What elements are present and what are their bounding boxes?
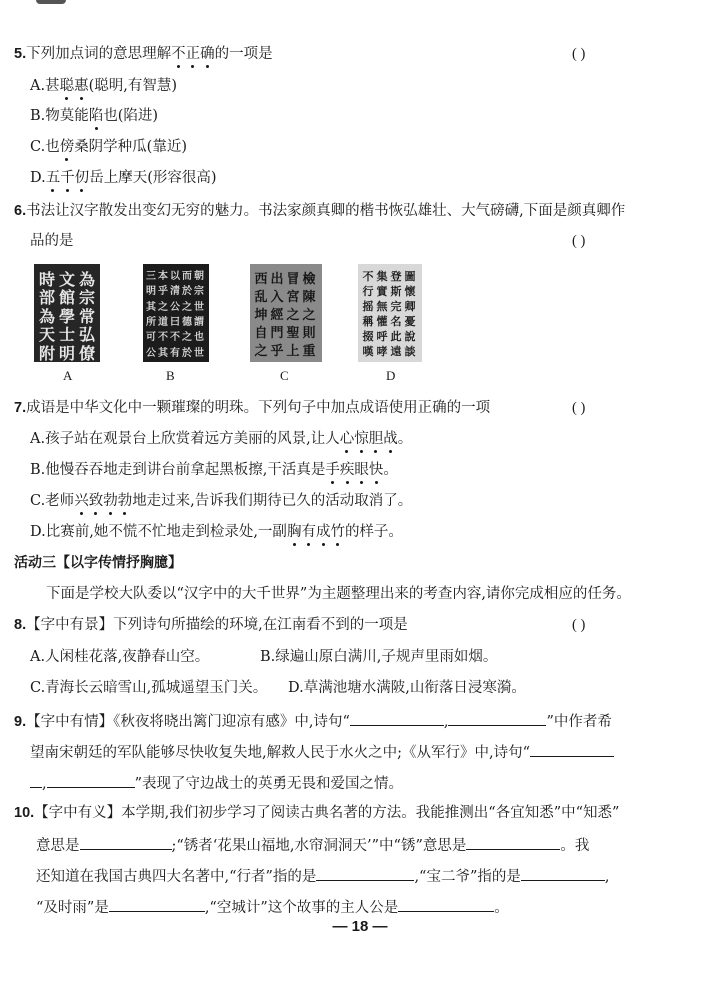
q5-option-d[interactable]: D.五千仞岳上摩天(形容很高) bbox=[30, 170, 217, 186]
q8-option-a[interactable]: A.人闲桂花落,夜静春山空。 bbox=[30, 649, 210, 665]
question-10-line4: “及时雨”是 ,“空城计”这个故事的主人公是 。 bbox=[36, 896, 509, 918]
answer-blank[interactable] bbox=[350, 710, 444, 726]
page-number: — 18 — bbox=[332, 918, 388, 935]
question-9-line3: , ”表现了守边战士的英勇无畏和爱国之情。 bbox=[30, 772, 403, 794]
q7-option-d[interactable]: D.比赛前,她不慌不忙地走到检录处,一副胸有成竹的样子。 bbox=[30, 524, 403, 540]
q7-option-b[interactable]: B.他慢吞吞地走到讲台前拿起黑板擦,干活真是手疾眼快。 bbox=[30, 462, 398, 478]
answer-paren-7[interactable]: ( ) bbox=[572, 400, 586, 416]
calligraphy-sample-b[interactable]: 三 本 以 而 朝 明 乎 清 於 宗 其 之 公 之 世 所 道 曰 德 謂 可 不 不 之 也 公 其 有 於 世 bbox=[143, 264, 209, 362]
answer-blank[interactable] bbox=[316, 865, 414, 881]
image-label-b: B bbox=[166, 368, 175, 383]
q7-option-a[interactable]: A.孩子站在观景台上欣赏着远方美丽的风景,让人心惊胆战。 bbox=[30, 431, 413, 447]
answer-blank[interactable] bbox=[109, 896, 205, 912]
q5-option-c[interactable]: C.也傍桑阴学种瓜(靠近) bbox=[30, 139, 188, 155]
question-10-line1: 10.【字中有义】本学期,我们初步学习了阅读古典名著的方法。我能推测出“各宜知悉”中“知悉” bbox=[14, 805, 620, 821]
q8-option-c[interactable]: C.青海长云暗雪山,孤城遥望玉门关。 bbox=[30, 680, 268, 696]
question-10-line2: 意思是 ;“锈者‘花果山福地,水帘洞洞天’”中“锈”意思是 。我 bbox=[36, 834, 589, 856]
activity-three-title: 活动三【以字传情抒胸臆】 bbox=[14, 555, 182, 571]
dotted-words: 不正确 bbox=[171, 46, 215, 62]
activity-intro: 下面是学校大队委以“汉字中的大千世界”为主题整理出来的考查内容,请你完成相应的任务。 bbox=[46, 586, 631, 602]
question-8-stem: 8.【字中有景】下列诗句所描绘的环境,在江南看不到的一项是 bbox=[14, 617, 408, 633]
question-9-line1: 9.【字中有情】《秋夜将晓出篱门迎凉有感》中,诗句“ , ”中作者希 bbox=[14, 710, 612, 732]
q7-option-c[interactable]: C.老师兴致勃勃地走过来,告诉我们期待已久的活动取消了。 bbox=[30, 493, 413, 509]
answer-blank[interactable] bbox=[398, 896, 494, 912]
calligraphy-sample-a[interactable]: 時 文 為 部 館 宗 為 學 常 天 士 弘 附 明 僚 bbox=[34, 264, 100, 362]
question-6-stem-line2: 品的是 bbox=[30, 233, 74, 249]
answer-blank[interactable] bbox=[80, 834, 172, 850]
q8-option-b[interactable]: B.绿遍山原白满川,子规声里雨如烟。 bbox=[260, 649, 498, 665]
question-7-stem: 7.成语是中华文化中一颗璀璨的明珠。下列句子中加点成语使用正确的一项 bbox=[14, 400, 491, 416]
q5-option-a[interactable]: A.甚聪惠(聪明,有智慧) bbox=[30, 78, 178, 94]
answer-blank[interactable] bbox=[466, 834, 560, 850]
image-label-d: D bbox=[386, 368, 396, 383]
answer-paren-5[interactable]: ( ) bbox=[572, 46, 586, 62]
question-6-stem: 6.书法让汉字散发出变幻无穷的魅力。书法家颜真卿的楷书恢弘雄壮、大气磅礴,下面是颜真卿作 bbox=[14, 203, 626, 219]
image-label-c: C bbox=[280, 368, 289, 383]
calligraphy-sample-c[interactable]: 西 出 冒 檢 乱 入 宮 陳 坤 經 之 之 自 門 聖 則 之 乎 上 重 bbox=[250, 264, 322, 362]
answer-blank[interactable] bbox=[30, 772, 42, 788]
answer-blank[interactable] bbox=[521, 865, 605, 881]
answer-paren-6[interactable]: ( ) bbox=[572, 233, 586, 249]
answer-blank[interactable] bbox=[47, 772, 135, 788]
answer-blank[interactable] bbox=[530, 741, 614, 757]
top-edge-mark bbox=[36, 0, 66, 4]
image-label-a: A bbox=[63, 368, 73, 383]
calligraphy-sample-d[interactable]: 不 集 登 圖 行 實 斯 懷 摇 無 完 卿 稱 懽 名 憂 掇 呼 此 說 嘆 哮 遠 談 bbox=[358, 264, 422, 362]
question-10-line3: 还知道在我国古典四大名著中,“行者”指的是 ,“宝二爷”指的是 , bbox=[36, 865, 609, 887]
answer-blank[interactable] bbox=[448, 710, 546, 726]
question-5-stem: 5.下列加点词的意思理解不正确的一项是 bbox=[14, 46, 273, 62]
q5-option-b[interactable]: B.物莫能陷也(陷进) bbox=[30, 108, 159, 124]
q8-option-d[interactable]: D.草满池塘水满陂,山衔落日浸寒漪。 bbox=[288, 680, 526, 696]
question-9-line2: 望南宋朝廷的军队能够尽快收复失地,解救人民于水火之中;《从军行》中,诗句“ bbox=[30, 741, 614, 763]
answer-paren-8[interactable]: ( ) bbox=[572, 617, 586, 633]
